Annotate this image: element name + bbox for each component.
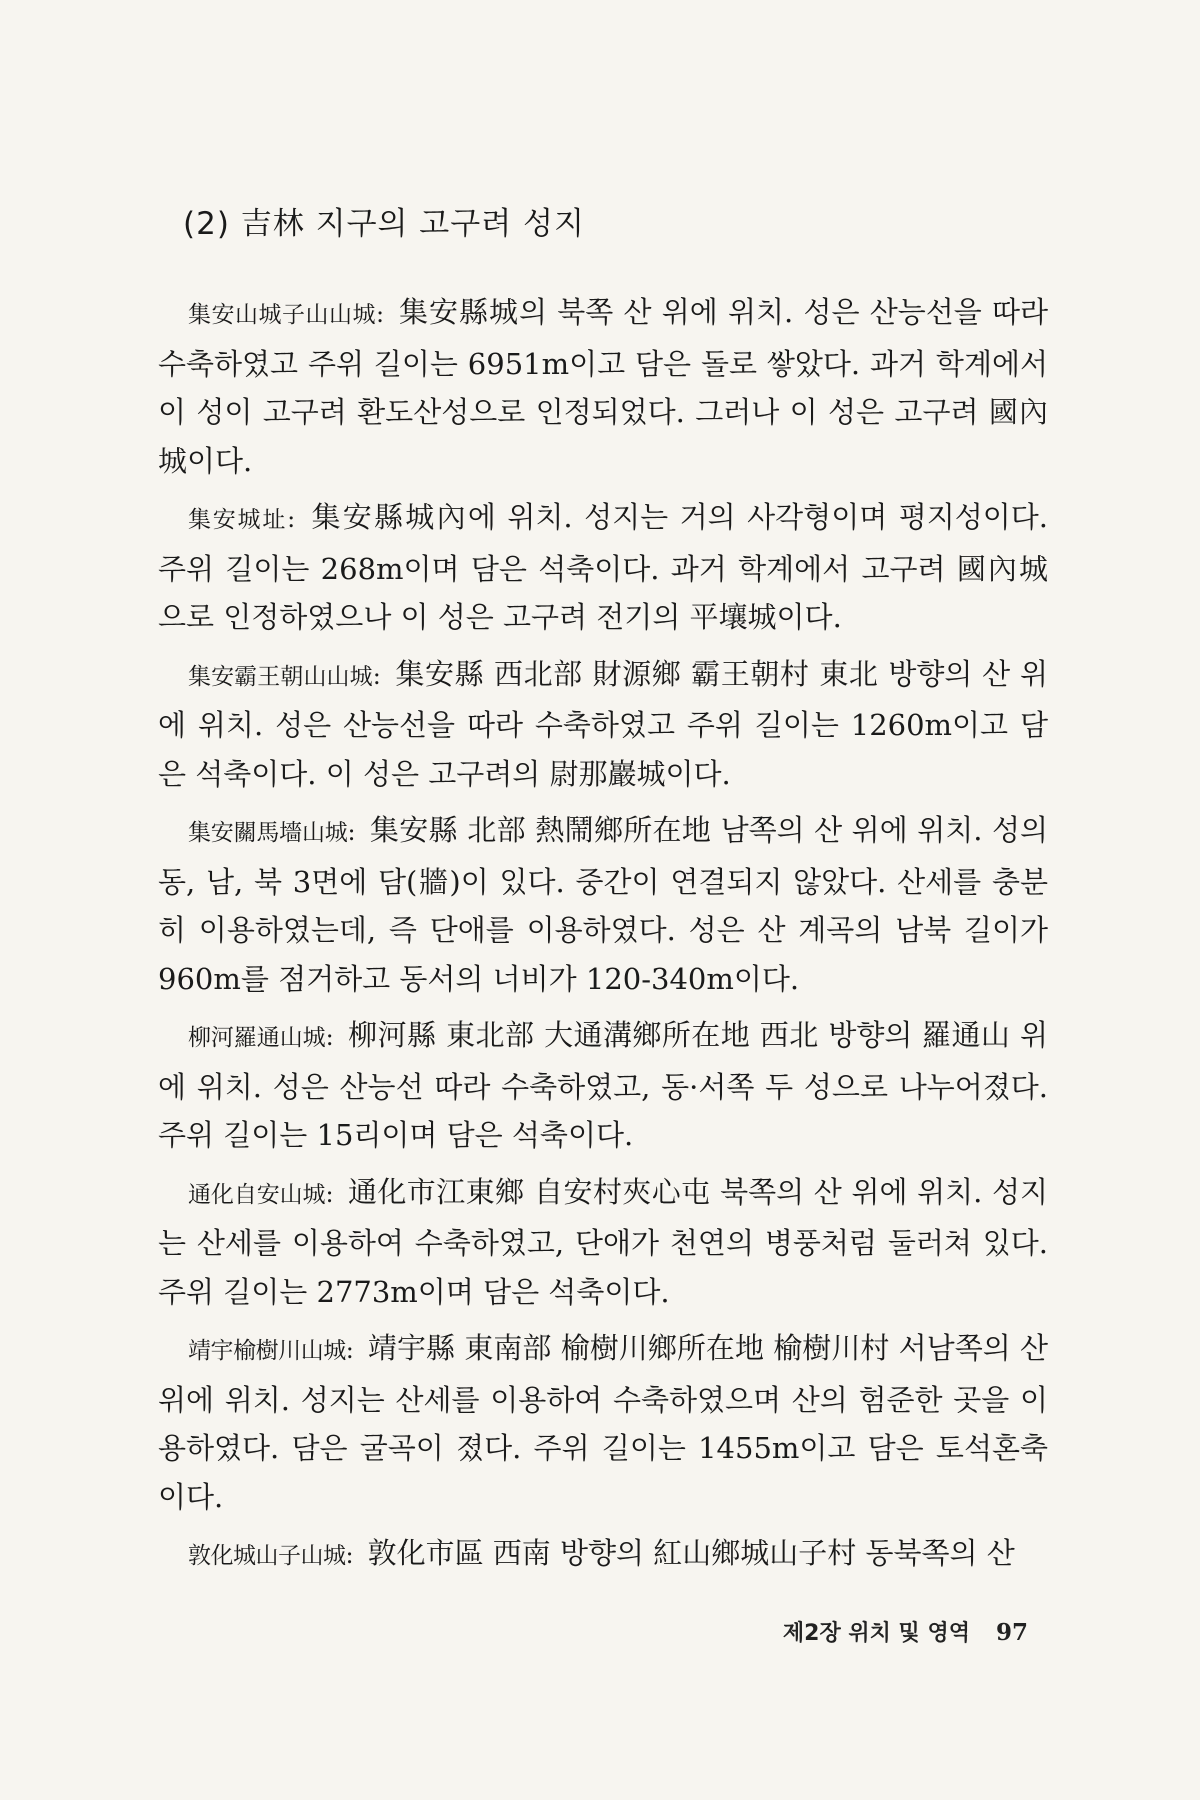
page-number: 97 [995, 1619, 1028, 1646]
name-separator: : [345, 1541, 354, 1569]
name-separator: : [372, 661, 381, 690]
site-name: 敦化城山子山城 [188, 1543, 346, 1569]
name-separator: : [345, 1336, 354, 1364]
site-entry [158, 1011, 1048, 1160]
site-name: 集安山城子山山城 [188, 302, 376, 328]
site-entry [158, 1324, 1048, 1521]
site-name: 柳河羅通山城 [188, 1025, 326, 1051]
site-description: 通化市江東鄉 自安村夾心屯 북쪽의 산 위에 위치. 성지는 산세를 이용하여 수축하였고, 단애가 천연의 병풍처럼 둘러쳐 있다. 주위 길이는 2773m이며 담은 석축이다. [158, 1174, 1049, 1309]
name-separator: : [347, 818, 356, 846]
site-description: 靖宇縣 東南部 榆樹川鄉所在地 榆樹川村 서남쪽의 산 위에 위치. 성지는 산세를 이용하여 수축하였으며 산의 험준한 곳을 이용하였다. 담은 굴곡이 졌다. 주위 길이는 1455m이고 담은 토석혼축이다. [158, 1331, 1048, 1514]
site-entry [158, 288, 1048, 485]
site-description: 敦化市區 西南 방향의 紅山鄉城山子村 동북쪽의 산 [367, 1536, 1015, 1570]
site-name: 集安關馬墻山城 [188, 820, 348, 846]
name-separator: : [325, 1023, 334, 1051]
site-name: 集安霸王朝山山城 [188, 663, 373, 690]
name-separator: : [325, 1179, 334, 1208]
site-entry [158, 1529, 1048, 1581]
site-name: 通化自安山城 [188, 1181, 326, 1208]
site-description: 集安縣 西北部 財源鄉 霸王朝村 東北 방향의 산 위에 위치. 성은 산능선을 따라 수축하였고 주위 길이는 1260m이고 담은 석축이다. 이 성은 고구려의 尉那巖城이다. [158, 656, 1049, 791]
site-description: 集安縣 北部 熱鬧鄉所在地 남쪽의 산 위에 위치. 성의 동, 남, 북 3면에 담(牆)이 있다. 중간이 연결되지 않았다. 산세를 충분히 이용하였는데, 즉 단애를 이용하였다. 성은 산 계곡의 남북 길이가 960m를 점거하고 동서의 너비가 120-340m이다. [158, 813, 1049, 996]
site-description: 集安縣城內에 위치. 성지는 거의 사각형이며 평지성이다. 주위 길이는 268m이며 담은 석축이다. 과거 학계에서 고구려 國內城으로 인정하였으나 이 성은 고구려 전기의 平壤城이다. [158, 500, 1049, 634]
site-description: 柳河縣 東北部 大通溝鄉所在地 西北 방향의 羅通山 위에 위치. 성은 산능선 따라 수축하였고, 동·서쪽 두 성으로 나누어졌다. 주위 길이는 15리이며 담은 석축이다. [158, 1018, 1048, 1152]
chapter-title: 제2장 위치 및 영역 [782, 1621, 970, 1646]
site-entry [158, 806, 1048, 1003]
page-footer [783, 1616, 1028, 1647]
site-list [158, 288, 1048, 1589]
site-entry [158, 1168, 1048, 1317]
section-heading: (2) 吉林 지구의 고구려 성지 [183, 206, 585, 242]
site-entry [158, 650, 1048, 799]
site-name: 集安城址 [188, 507, 288, 533]
name-separator: : [375, 300, 385, 328]
site-description: 集安縣城의 북쪽 산 위에 위치. 성은 산능선을 따라 수축하였고 주위 길이는 6951m이고 담은 돌로 쌓았다. 과거 학계에서 이 성이 고구려 환도산성으로 인정되었다. 그러나 이 성은 고구려 國內城이다. [158, 295, 1048, 478]
site-name: 靖宇榆樹川山城 [188, 1338, 346, 1364]
name-separator: : [287, 505, 296, 533]
site-entry [158, 493, 1048, 642]
